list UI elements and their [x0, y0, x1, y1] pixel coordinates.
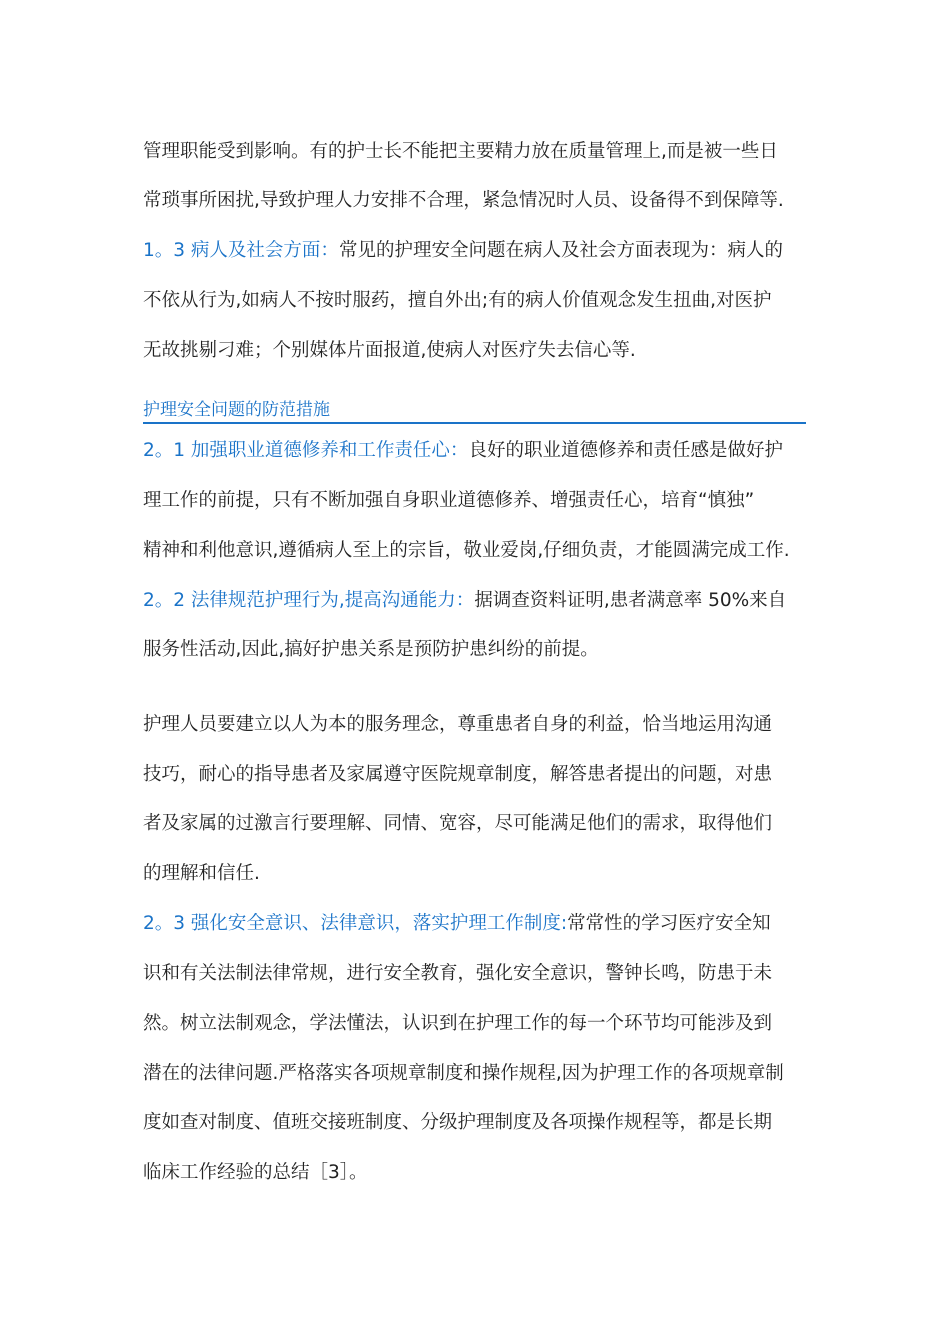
paragraph-line	[143, 588, 786, 614]
paragraph-line: 理工作的前提，只有不断加强自身职业道德修养、增强责任心，培育“慎独”	[143, 490, 755, 511]
paragraph-line: 管理职能受到影响。有的护士长不能把主要精力放在质量管理上,而是被一些日	[143, 141, 778, 162]
paragraph-line: 无故挑剔刁难；个别媒体片面报道,使病人对医疗失去信心等.	[143, 340, 636, 361]
section-label: 2。2 法律规范护理行为,提高沟通能力：	[143, 590, 475, 611]
paragraph-line: 然。树立法制观念，学法懂法，认识到在护理工作的每一个环节均可能涉及到	[143, 1013, 773, 1034]
paragraph-line: 护理人员要建立以人为本的服务理念，尊重患者自身的利益，恰当地运用沟通	[143, 714, 773, 735]
paragraph-line: 度如查对制度、值班交接班制度、分级护理制度及各项操作规程等，都是长期	[143, 1112, 773, 1133]
paragraph-line: 者及家属的过激言行要理解、同情、宽容，尽可能满足他们的需求，取得他们	[143, 813, 773, 834]
paragraph-line: 常琐事所困扰,导致护理人力安排不合理，紧急情况时人员、设备得不到保障等.	[143, 190, 784, 211]
section-label: 1。3 病人及社会方面：	[143, 240, 339, 261]
paragraph-line	[143, 238, 783, 264]
paragraph-line: 精神和利他意识,遵循病人至上的宗旨，敬业爱岗,仔细负责，才能圆满完成工作.	[143, 540, 790, 561]
paragraph-line: 的理解和信任.	[143, 863, 260, 884]
paragraph-line: 潜在的法律问题.严格落实各项规章制度和操作规程,因为护理工作的各项规章制	[143, 1063, 784, 1084]
paragraph-line: 识和有关法制法律常规，进行安全教育，强化安全意识，警钟长鸣，防患于未	[143, 963, 773, 984]
paragraph-line: 服务性活动,因此,搞好护患关系是预防护患纠纷的前提。	[143, 639, 599, 660]
paragraph-text: 常常性的学习医疗安全知	[567, 913, 771, 934]
section-label: 2。3 强化安全意识、法律意识，落实护理工作制度:	[143, 913, 568, 934]
paragraph-text: 常见的护理安全问题在病人及社会方面表现为：病人的	[338, 240, 783, 261]
paragraph-text: 良好的职业道德修养和责任感是做好护	[468, 440, 783, 461]
paragraph-line	[143, 911, 771, 937]
paragraph-line: 不依从行为,如病人不按时服药，擅自外出;有的病人价值观念发生扭曲,对医护	[143, 290, 772, 311]
paragraph-line: 临床工作经验的总结［3］。	[143, 1162, 368, 1183]
section-heading: 护理安全问题的防范措施	[143, 398, 806, 424]
paragraph-line	[143, 438, 783, 464]
section-label: 2。1 加强职业道德修养和工作责任心：	[143, 440, 469, 461]
paragraph-text: 据调查资料证明,患者满意率 50%来自	[474, 590, 787, 611]
paragraph-line: 技巧，耐心的指导患者及家属遵守医院规章制度，解答患者提出的问题，对患	[143, 764, 773, 785]
